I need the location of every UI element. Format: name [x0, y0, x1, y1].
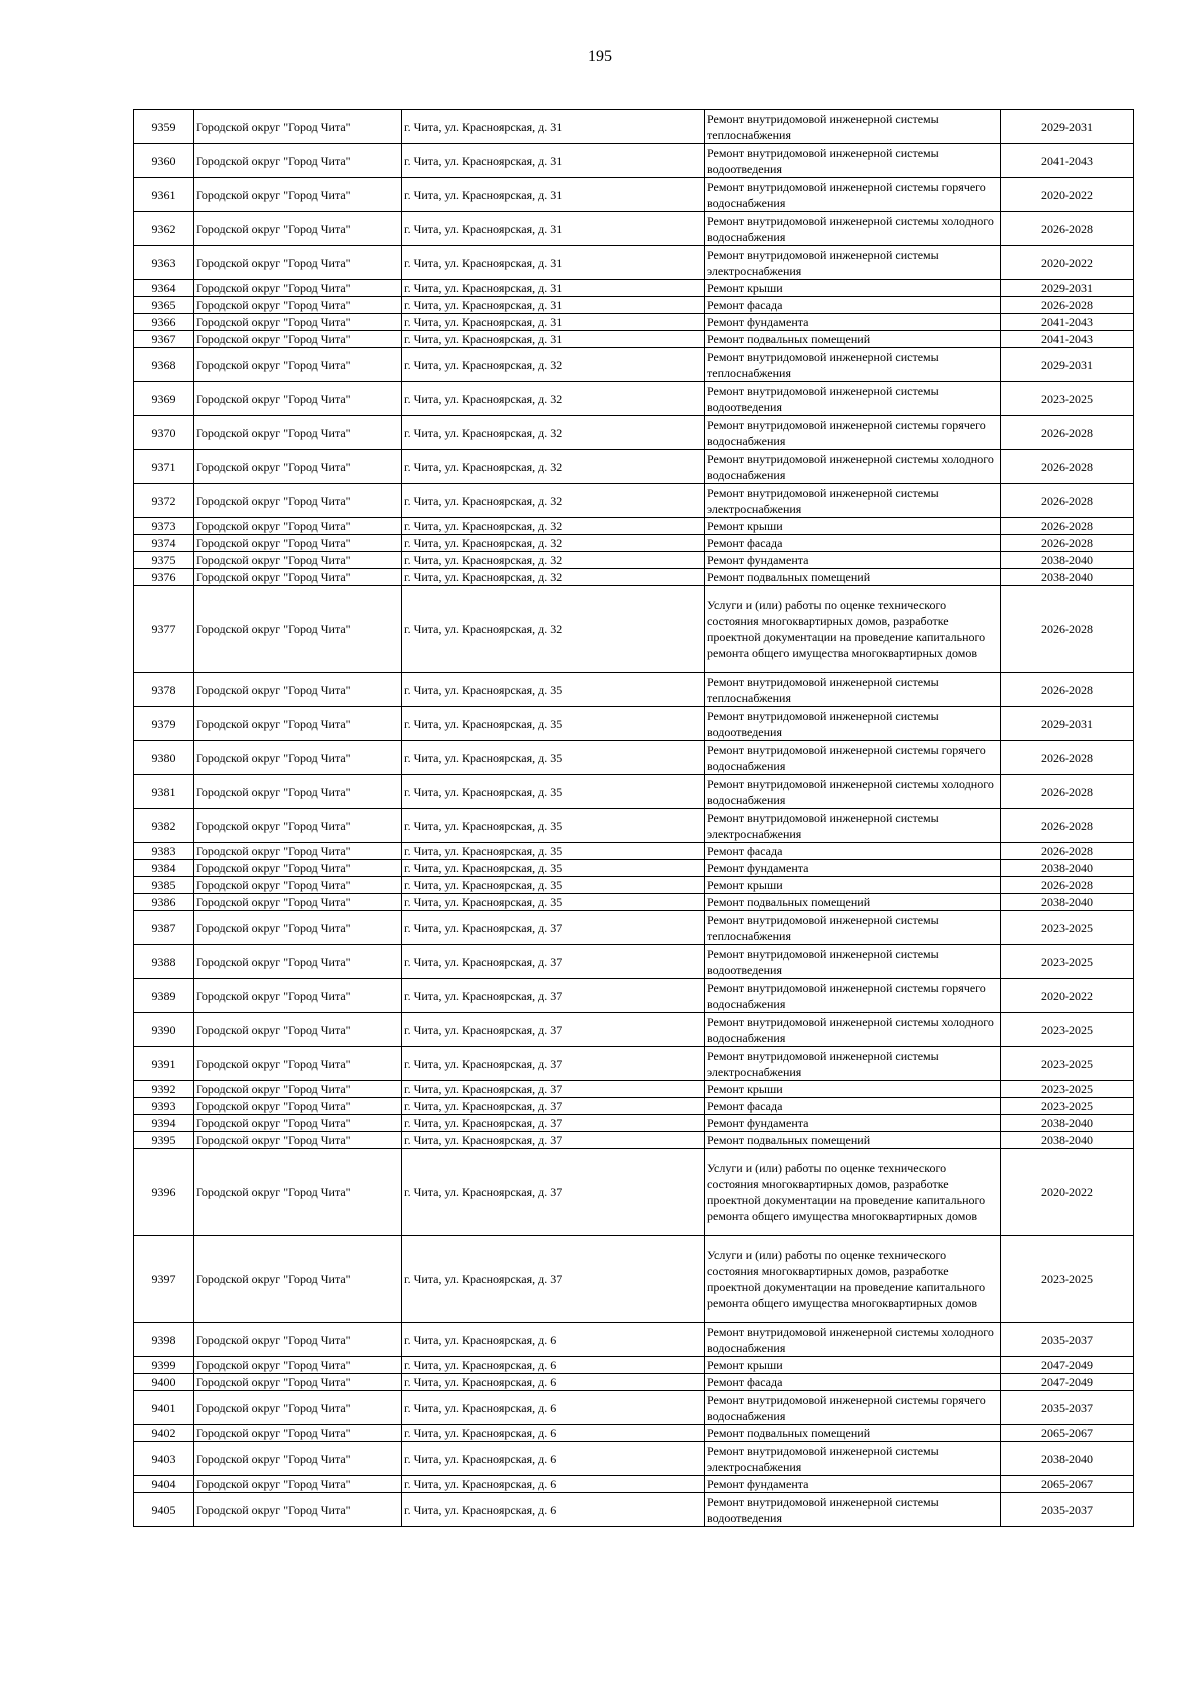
work-type-cell: Ремонт фундамента	[705, 314, 1001, 331]
table-row	[134, 484, 1134, 518]
municipality-cell: Городской округ "Город Чита"	[194, 212, 402, 246]
address-cell: г. Чита, ул. Красноярская, д. 37	[402, 1098, 705, 1115]
period-cell: 2026-2028	[1001, 450, 1134, 484]
row-number-cell: 9399	[134, 1357, 194, 1374]
work-type-cell: Ремонт фундамента	[705, 552, 1001, 569]
repair-schedule-table	[133, 109, 1134, 1527]
row-number-cell: 9376	[134, 569, 194, 586]
municipality-cell: Городской округ "Город Чита"	[194, 894, 402, 911]
municipality-cell: Городской округ "Город Чита"	[194, 673, 402, 707]
table-row	[134, 1149, 1134, 1236]
municipality-cell: Городской округ "Город Чита"	[194, 809, 402, 843]
table-row	[134, 979, 1134, 1013]
address-cell: г. Чита, ул. Красноярская, д. 35	[402, 877, 705, 894]
table-row	[134, 1132, 1134, 1149]
address-cell: г. Чита, ул. Красноярская, д. 37	[402, 1081, 705, 1098]
row-number-cell: 9378	[134, 673, 194, 707]
row-number-cell: 9381	[134, 775, 194, 809]
work-type-cell: Ремонт фасада	[705, 1374, 1001, 1391]
period-cell: 2020-2022	[1001, 1149, 1134, 1236]
row-number-cell: 9389	[134, 979, 194, 1013]
work-type-cell: Ремонт фасада	[705, 297, 1001, 314]
address-cell: г. Чита, ул. Красноярская, д. 32	[402, 484, 705, 518]
address-cell: г. Чита, ул. Красноярская, д. 6	[402, 1374, 705, 1391]
table-row	[134, 1081, 1134, 1098]
municipality-cell: Городской округ "Город Чита"	[194, 552, 402, 569]
municipality-cell: Городской округ "Город Чита"	[194, 979, 402, 1013]
period-cell: 2026-2028	[1001, 809, 1134, 843]
row-number-cell: 9371	[134, 450, 194, 484]
table-row	[134, 382, 1134, 416]
table-row	[134, 1098, 1134, 1115]
row-number-cell: 9401	[134, 1391, 194, 1425]
period-cell: 2026-2028	[1001, 843, 1134, 860]
page-number: 195	[588, 48, 612, 65]
address-cell: г. Чита, ул. Красноярская, д. 6	[402, 1476, 705, 1493]
period-cell: 2026-2028	[1001, 297, 1134, 314]
row-number-cell: 9379	[134, 707, 194, 741]
row-number-cell: 9384	[134, 860, 194, 877]
address-cell: г. Чита, ул. Красноярская, д. 35	[402, 860, 705, 877]
municipality-cell: Городской округ "Город Чита"	[194, 382, 402, 416]
municipality-cell: Городской округ "Город Чита"	[194, 1391, 402, 1425]
period-cell: 2041-2043	[1001, 314, 1134, 331]
table-row	[134, 843, 1134, 860]
row-number-cell: 9373	[134, 518, 194, 535]
address-cell: г. Чита, ул. Красноярская, д. 37	[402, 1149, 705, 1236]
table-row	[134, 569, 1134, 586]
period-cell: 2035-2037	[1001, 1493, 1134, 1527]
work-type-cell: Ремонт внутридомовой инженерной системы теплоснабжения	[705, 110, 1001, 144]
work-type-cell: Ремонт внутридомовой инженерной системы водоотведения	[705, 1493, 1001, 1527]
row-number-cell: 9400	[134, 1374, 194, 1391]
work-type-cell: Услуги и (или) работы по оценке технического состояния многоквартирных домов, разработке проектной документации на проведение капитального ремонта общего имущества многоквартирных домов	[705, 1236, 1001, 1323]
work-type-cell: Ремонт внутридомовой инженерной системы холодного водоснабжения	[705, 1323, 1001, 1357]
address-cell: г. Чита, ул. Красноярская, д. 35	[402, 894, 705, 911]
period-cell: 2026-2028	[1001, 535, 1134, 552]
municipality-cell: Городской округ "Город Чита"	[194, 1236, 402, 1323]
period-cell: 2023-2025	[1001, 1047, 1134, 1081]
period-cell: 2038-2040	[1001, 1442, 1134, 1476]
municipality-cell: Городской округ "Город Чита"	[194, 1013, 402, 1047]
address-cell: г. Чита, ул. Красноярская, д. 32	[402, 569, 705, 586]
row-number-cell: 9372	[134, 484, 194, 518]
row-number-cell: 9364	[134, 280, 194, 297]
period-cell: 2026-2028	[1001, 673, 1134, 707]
table-row	[134, 246, 1134, 280]
municipality-cell: Городской округ "Город Чита"	[194, 1047, 402, 1081]
table-row	[134, 331, 1134, 348]
row-number-cell: 9380	[134, 741, 194, 775]
work-type-cell: Ремонт внутридомовой инженерной системы горячего водоснабжения	[705, 1391, 1001, 1425]
row-number-cell: 9390	[134, 1013, 194, 1047]
table-body	[134, 110, 1134, 1527]
row-number-cell: 9388	[134, 945, 194, 979]
address-cell: г. Чита, ул. Красноярская, д. 37	[402, 1047, 705, 1081]
table-row	[134, 178, 1134, 212]
municipality-cell: Городской округ "Город Чита"	[194, 416, 402, 450]
row-number-cell: 9374	[134, 535, 194, 552]
address-cell: г. Чита, ул. Красноярская, д. 37	[402, 1115, 705, 1132]
row-number-cell: 9402	[134, 1425, 194, 1442]
work-type-cell: Ремонт внутридомовой инженерной системы водоотведения	[705, 945, 1001, 979]
period-cell: 2020-2022	[1001, 178, 1134, 212]
period-cell: 2029-2031	[1001, 707, 1134, 741]
municipality-cell: Городской округ "Город Чита"	[194, 178, 402, 212]
work-type-cell: Ремонт подвальных помещений	[705, 1425, 1001, 1442]
row-number-cell: 9360	[134, 144, 194, 178]
work-type-cell: Ремонт внутридомовой инженерной системы горячего водоснабжения	[705, 416, 1001, 450]
period-cell: 2023-2025	[1001, 1081, 1134, 1098]
municipality-cell: Городской округ "Город Чита"	[194, 348, 402, 382]
work-type-cell: Ремонт крыши	[705, 877, 1001, 894]
address-cell: г. Чита, ул. Красноярская, д. 32	[402, 518, 705, 535]
address-cell: г. Чита, ул. Красноярская, д. 32	[402, 450, 705, 484]
row-number-cell: 9382	[134, 809, 194, 843]
municipality-cell: Городской округ "Город Чита"	[194, 586, 402, 673]
work-type-cell: Услуги и (или) работы по оценке технического состояния многоквартирных домов, разработке проектной документации на проведение капитального ремонта общего имущества многоквартирных домов	[705, 586, 1001, 673]
table-row	[134, 860, 1134, 877]
row-number-cell: 9395	[134, 1132, 194, 1149]
period-cell: 2020-2022	[1001, 979, 1134, 1013]
address-cell: г. Чита, ул. Красноярская, д. 35	[402, 775, 705, 809]
row-number-cell: 9366	[134, 314, 194, 331]
period-cell: 2065-2067	[1001, 1425, 1134, 1442]
work-type-cell: Ремонт внутридомовой инженерной системы теплоснабжения	[705, 911, 1001, 945]
work-type-cell: Ремонт фасада	[705, 1098, 1001, 1115]
table-row	[134, 1493, 1134, 1527]
period-cell: 2038-2040	[1001, 1115, 1134, 1132]
work-type-cell: Ремонт подвальных помещений	[705, 569, 1001, 586]
work-type-cell: Ремонт внутридомовой инженерной системы электроснабжения	[705, 246, 1001, 280]
row-number-cell: 9385	[134, 877, 194, 894]
work-type-cell: Ремонт внутридомовой инженерной системы холодного водоснабжения	[705, 775, 1001, 809]
table-row	[134, 280, 1134, 297]
period-cell: 2029-2031	[1001, 348, 1134, 382]
address-cell: г. Чита, ул. Красноярская, д. 32	[402, 586, 705, 673]
row-number-cell: 9375	[134, 552, 194, 569]
address-cell: г. Чита, ул. Красноярская, д. 35	[402, 673, 705, 707]
table-row	[134, 1115, 1134, 1132]
table-row	[134, 1013, 1134, 1047]
period-cell: 2023-2025	[1001, 1236, 1134, 1323]
work-type-cell: Ремонт подвальных помещений	[705, 1132, 1001, 1149]
work-type-cell: Ремонт внутридомовой инженерной системы холодного водоснабжения	[705, 450, 1001, 484]
work-type-cell: Ремонт внутридомовой инженерной системы электроснабжения	[705, 1047, 1001, 1081]
work-type-cell: Ремонт крыши	[705, 280, 1001, 297]
municipality-cell: Городской округ "Город Чита"	[194, 1493, 402, 1527]
table-row	[134, 110, 1134, 144]
work-type-cell: Ремонт крыши	[705, 1081, 1001, 1098]
period-cell: 2029-2031	[1001, 110, 1134, 144]
period-cell: 2029-2031	[1001, 280, 1134, 297]
table-row	[134, 1047, 1134, 1081]
work-type-cell: Ремонт фасада	[705, 843, 1001, 860]
row-number-cell: 9387	[134, 911, 194, 945]
row-number-cell: 9383	[134, 843, 194, 860]
address-cell: г. Чита, ул. Красноярская, д. 37	[402, 1236, 705, 1323]
row-number-cell: 9392	[134, 1081, 194, 1098]
period-cell: 2065-2067	[1001, 1476, 1134, 1493]
address-cell: г. Чита, ул. Красноярская, д. 31	[402, 280, 705, 297]
table-row	[134, 707, 1134, 741]
municipality-cell: Городской округ "Город Чита"	[194, 741, 402, 775]
row-number-cell: 9365	[134, 297, 194, 314]
work-type-cell: Ремонт фундамента	[705, 860, 1001, 877]
table-row	[134, 212, 1134, 246]
address-cell: г. Чита, ул. Красноярская, д. 31	[402, 246, 705, 280]
address-cell: г. Чита, ул. Красноярская, д. 32	[402, 348, 705, 382]
work-type-cell: Ремонт внутридомовой инженерной системы электроснабжения	[705, 484, 1001, 518]
row-number-cell: 9404	[134, 1476, 194, 1493]
work-type-cell: Ремонт внутридомовой инженерной системы теплоснабжения	[705, 348, 1001, 382]
address-cell: г. Чита, ул. Красноярская, д. 6	[402, 1493, 705, 1527]
address-cell: г. Чита, ул. Красноярская, д. 37	[402, 979, 705, 1013]
address-cell: г. Чита, ул. Красноярская, д. 31	[402, 314, 705, 331]
municipality-cell: Городской округ "Город Чита"	[194, 843, 402, 860]
address-cell: г. Чита, ул. Красноярская, д. 35	[402, 741, 705, 775]
work-type-cell: Услуги и (или) работы по оценке технического состояния многоквартирных домов, разработке проектной документации на проведение капитального ремонта общего имущества многоквартирных домов	[705, 1149, 1001, 1236]
table-row	[134, 1357, 1134, 1374]
period-cell: 2038-2040	[1001, 1132, 1134, 1149]
work-type-cell: Ремонт внутридомовой инженерной системы теплоснабжения	[705, 673, 1001, 707]
address-cell: г. Чита, ул. Красноярская, д. 31	[402, 297, 705, 314]
municipality-cell: Городской округ "Город Чита"	[194, 1476, 402, 1493]
period-cell: 2035-2037	[1001, 1323, 1134, 1357]
period-cell: 2047-2049	[1001, 1374, 1134, 1391]
row-number-cell: 9397	[134, 1236, 194, 1323]
row-number-cell: 9363	[134, 246, 194, 280]
work-type-cell: Ремонт крыши	[705, 1357, 1001, 1374]
address-cell: г. Чита, ул. Красноярская, д. 6	[402, 1442, 705, 1476]
work-type-cell: Ремонт внутридомовой инженерной системы электроснабжения	[705, 1442, 1001, 1476]
table-row	[134, 673, 1134, 707]
period-cell: 2026-2028	[1001, 586, 1134, 673]
work-type-cell: Ремонт внутридомовой инженерной системы холодного водоснабжения	[705, 212, 1001, 246]
address-cell: г. Чита, ул. Красноярская, д. 37	[402, 945, 705, 979]
period-cell: 2023-2025	[1001, 945, 1134, 979]
row-number-cell: 9361	[134, 178, 194, 212]
municipality-cell: Городской округ "Город Чита"	[194, 484, 402, 518]
row-number-cell: 9370	[134, 416, 194, 450]
period-cell: 2038-2040	[1001, 569, 1134, 586]
table-row	[134, 877, 1134, 894]
row-number-cell: 9393	[134, 1098, 194, 1115]
table-row	[134, 1476, 1134, 1493]
period-cell: 2047-2049	[1001, 1357, 1134, 1374]
row-number-cell: 9391	[134, 1047, 194, 1081]
work-type-cell: Ремонт внутридомовой инженерной системы водоотведения	[705, 707, 1001, 741]
period-cell: 2035-2037	[1001, 1391, 1134, 1425]
table-row	[134, 1236, 1134, 1323]
address-cell: г. Чита, ул. Красноярская, д. 31	[402, 144, 705, 178]
work-type-cell: Ремонт внутридомовой инженерной системы электроснабжения	[705, 809, 1001, 843]
table-row	[134, 314, 1134, 331]
address-cell: г. Чита, ул. Красноярская, д. 6	[402, 1425, 705, 1442]
municipality-cell: Городской округ "Город Чита"	[194, 1442, 402, 1476]
period-cell: 2038-2040	[1001, 894, 1134, 911]
work-type-cell: Ремонт внутридомовой инженерной системы горячего водоснабжения	[705, 741, 1001, 775]
address-cell: г. Чита, ул. Красноярская, д. 6	[402, 1323, 705, 1357]
municipality-cell: Городской округ "Город Чита"	[194, 1132, 402, 1149]
table-row	[134, 416, 1134, 450]
table-row	[134, 1391, 1134, 1425]
table-row	[134, 297, 1134, 314]
municipality-cell: Городской округ "Город Чита"	[194, 144, 402, 178]
period-cell: 2026-2028	[1001, 416, 1134, 450]
address-cell: г. Чита, ул. Красноярская, д. 6	[402, 1357, 705, 1374]
period-cell: 2023-2025	[1001, 1098, 1134, 1115]
period-cell: 2026-2028	[1001, 775, 1134, 809]
period-cell: 2023-2025	[1001, 382, 1134, 416]
table-row	[134, 586, 1134, 673]
address-cell: г. Чита, ул. Красноярская, д. 35	[402, 809, 705, 843]
row-number-cell: 9396	[134, 1149, 194, 1236]
municipality-cell: Городской округ "Город Чита"	[194, 1374, 402, 1391]
municipality-cell: Городской округ "Город Чита"	[194, 314, 402, 331]
work-type-cell: Ремонт крыши	[705, 518, 1001, 535]
row-number-cell: 9367	[134, 331, 194, 348]
period-cell: 2026-2028	[1001, 484, 1134, 518]
municipality-cell: Городской округ "Город Чита"	[194, 246, 402, 280]
row-number-cell: 9405	[134, 1493, 194, 1527]
municipality-cell: Городской округ "Город Чита"	[194, 775, 402, 809]
period-cell: 2023-2025	[1001, 911, 1134, 945]
municipality-cell: Городской округ "Город Чита"	[194, 1149, 402, 1236]
table-row	[134, 809, 1134, 843]
period-cell: 2038-2040	[1001, 552, 1134, 569]
work-type-cell: Ремонт подвальных помещений	[705, 331, 1001, 348]
municipality-cell: Городской округ "Город Чита"	[194, 945, 402, 979]
municipality-cell: Городской округ "Город Чита"	[194, 518, 402, 535]
work-type-cell: Ремонт внутридомовой инженерной системы холодного водоснабжения	[705, 1013, 1001, 1047]
period-cell: 2041-2043	[1001, 144, 1134, 178]
table-row	[134, 535, 1134, 552]
address-cell: г. Чита, ул. Красноярская, д. 6	[402, 1391, 705, 1425]
table-row	[134, 911, 1134, 945]
period-cell: 2038-2040	[1001, 860, 1134, 877]
work-type-cell: Ремонт подвальных помещений	[705, 894, 1001, 911]
table-row	[134, 1425, 1134, 1442]
address-cell: г. Чита, ул. Красноярская, д. 31	[402, 178, 705, 212]
address-cell: г. Чита, ул. Красноярская, д. 31	[402, 331, 705, 348]
municipality-cell: Городской округ "Город Чита"	[194, 860, 402, 877]
row-number-cell: 9368	[134, 348, 194, 382]
municipality-cell: Городской округ "Город Чита"	[194, 877, 402, 894]
municipality-cell: Городской округ "Город Чита"	[194, 1357, 402, 1374]
municipality-cell: Городской округ "Город Чита"	[194, 280, 402, 297]
municipality-cell: Городской округ "Город Чита"	[194, 450, 402, 484]
period-cell: 2041-2043	[1001, 331, 1134, 348]
municipality-cell: Городской округ "Город Чита"	[194, 535, 402, 552]
table-row	[134, 450, 1134, 484]
address-cell: г. Чита, ул. Красноярская, д. 37	[402, 1132, 705, 1149]
row-number-cell: 9369	[134, 382, 194, 416]
row-number-cell: 9362	[134, 212, 194, 246]
address-cell: г. Чита, ул. Красноярская, д. 32	[402, 382, 705, 416]
period-cell: 2026-2028	[1001, 741, 1134, 775]
table-row	[134, 518, 1134, 535]
address-cell: г. Чита, ул. Красноярская, д. 35	[402, 707, 705, 741]
row-number-cell: 9394	[134, 1115, 194, 1132]
address-cell: г. Чита, ул. Красноярская, д. 37	[402, 911, 705, 945]
municipality-cell: Городской округ "Город Чита"	[194, 1115, 402, 1132]
work-type-cell: Ремонт фасада	[705, 535, 1001, 552]
address-cell: г. Чита, ул. Красноярская, д. 31	[402, 212, 705, 246]
table-row	[134, 945, 1134, 979]
address-cell: г. Чита, ул. Красноярская, д. 35	[402, 843, 705, 860]
municipality-cell: Городской округ "Город Чита"	[194, 569, 402, 586]
work-type-cell: Ремонт фундамента	[705, 1115, 1001, 1132]
table-row	[134, 894, 1134, 911]
municipality-cell: Городской округ "Город Чита"	[194, 1425, 402, 1442]
table-row	[134, 775, 1134, 809]
address-cell: г. Чита, ул. Красноярская, д. 31	[402, 110, 705, 144]
period-cell: 2026-2028	[1001, 212, 1134, 246]
municipality-cell: Городской округ "Город Чита"	[194, 110, 402, 144]
table-row	[134, 741, 1134, 775]
table-row	[134, 552, 1134, 569]
row-number-cell: 9377	[134, 586, 194, 673]
period-cell: 2020-2022	[1001, 246, 1134, 280]
period-cell: 2023-2025	[1001, 1013, 1134, 1047]
table-row	[134, 1323, 1134, 1357]
address-cell: г. Чита, ул. Красноярская, д. 32	[402, 416, 705, 450]
row-number-cell: 9386	[134, 894, 194, 911]
address-cell: г. Чита, ул. Красноярская, д. 37	[402, 1013, 705, 1047]
table-row	[134, 144, 1134, 178]
address-cell: г. Чита, ул. Красноярская, д. 32	[402, 552, 705, 569]
municipality-cell: Городской округ "Город Чита"	[194, 707, 402, 741]
municipality-cell: Городской округ "Город Чита"	[194, 331, 402, 348]
table-row	[134, 1374, 1134, 1391]
municipality-cell: Городской округ "Город Чита"	[194, 911, 402, 945]
work-type-cell: Ремонт внутридомовой инженерной системы горячего водоснабжения	[705, 979, 1001, 1013]
row-number-cell: 9359	[134, 110, 194, 144]
municipality-cell: Городской округ "Город Чита"	[194, 1081, 402, 1098]
municipality-cell: Городской округ "Город Чита"	[194, 1323, 402, 1357]
work-type-cell: Ремонт внутридомовой инженерной системы водоотведения	[705, 382, 1001, 416]
municipality-cell: Городской округ "Город Чита"	[194, 297, 402, 314]
period-cell: 2026-2028	[1001, 877, 1134, 894]
address-cell: г. Чита, ул. Красноярская, д. 32	[402, 535, 705, 552]
municipality-cell: Городской округ "Город Чита"	[194, 1098, 402, 1115]
row-number-cell: 9398	[134, 1323, 194, 1357]
table-row	[134, 1442, 1134, 1476]
row-number-cell: 9403	[134, 1442, 194, 1476]
period-cell: 2026-2028	[1001, 518, 1134, 535]
work-type-cell: Ремонт внутридомовой инженерной системы горячего водоснабжения	[705, 178, 1001, 212]
work-type-cell: Ремонт внутридомовой инженерной системы водоотведения	[705, 144, 1001, 178]
table-row	[134, 348, 1134, 382]
work-type-cell: Ремонт фундамента	[705, 1476, 1001, 1493]
